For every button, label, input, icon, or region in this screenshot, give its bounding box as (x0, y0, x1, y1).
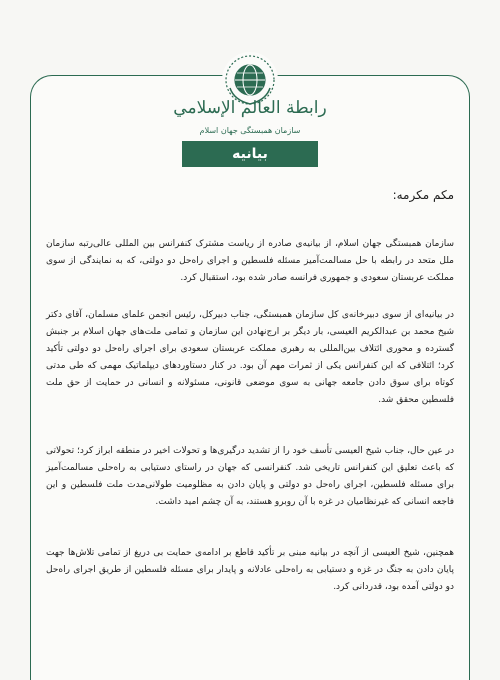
document-type-label: بیانیه (182, 141, 318, 167)
paragraph-3: در عین حال، جناب شیخ العیسی تأسف خود را از تشدید درگیری‌ها و تحولات اخیر در منطقه ابراز کرد؛ تحولاتی که باعث تعلیق این کنفرانس تاریخی شد. کنفرانسی که جهان در راستای دستیابی به راه‌حلی مسالمت‌آمیز برای مسئله فلسطین، اجرای راه‌حل دو دولتی و پایان دادن به مظلومیت طولانی‌مدت ملت فلسطین و این فاجعه انسانی که غیرنظامیان در غزه با آن روبرو هستند، به آن چشم امید داشت. (46, 446, 454, 507)
org-name-persian: سازمان همبستگی جهان اسلام (199, 126, 301, 135)
paragraph-4: همچنین، شیخ العیسی از آنچه در بیانیه مبنی بر تأکید قاطع بر ادامه‌ی حمایت بی دریغ از تمامی تلاش‌ها جهت پایان دادن به جنگ در غزه و دستیابی به راه‌حلی عادلانه و پایدار برای مسئله فلسطین از طریق اجرای راه‌حل دو دولتی آمده بود، قدردانی کرد. (46, 548, 454, 592)
paragraph-1: سازمان همبستگی جهان اسلام، از بیانیه‌ی صادره از ریاست مشترک کنفرانس بین المللی عالی‌رتبه سازمان ملل متحد در رابطه با حل مسالمت‌آمیز مسئله فلسطین و اجرای راه‌حل دو دولتی، که به نمایندگی از سوی مملکت عربستان سعودی و جمهوری فرانسه صادر شده بود، استقبال کرد. (46, 239, 454, 283)
salutation: مکم مکرمه: (392, 188, 454, 202)
org-name-arabic: رابطة العالم الإسلامي (173, 98, 327, 118)
paragraph-2: در بیانیه‌ای از سوی دبیرخانه‌ی کل سازمان همبستگی، جناب دبیرکل، رئیس انجمن علمای مسلمان، آقای دکتر شیخ محمد بن عبدالکریم العیسی، بار دیگر بر ارج‌نهادن این سازمان و تمامی ملت‌های جهان اسلام بر جنبش گسترده و محوری ائتلاف بین‌المللی به رهبری مملکت عربستان سعودی برای اجرای راه‌حل دو دولتی تأکید کرد؛ ائتلافی که این کنفرانس یکی از ثمرات مهم آن بود. در کنار دستاوردهای دیپلماتیک مهمی که طی مدتی کوتاه برای سوق دادن جامعه جهانی به سوی موضعی قانونی، مسئولانه و انسانی در حمایت از حق ملت فلسطین محقق شد. (46, 310, 454, 405)
